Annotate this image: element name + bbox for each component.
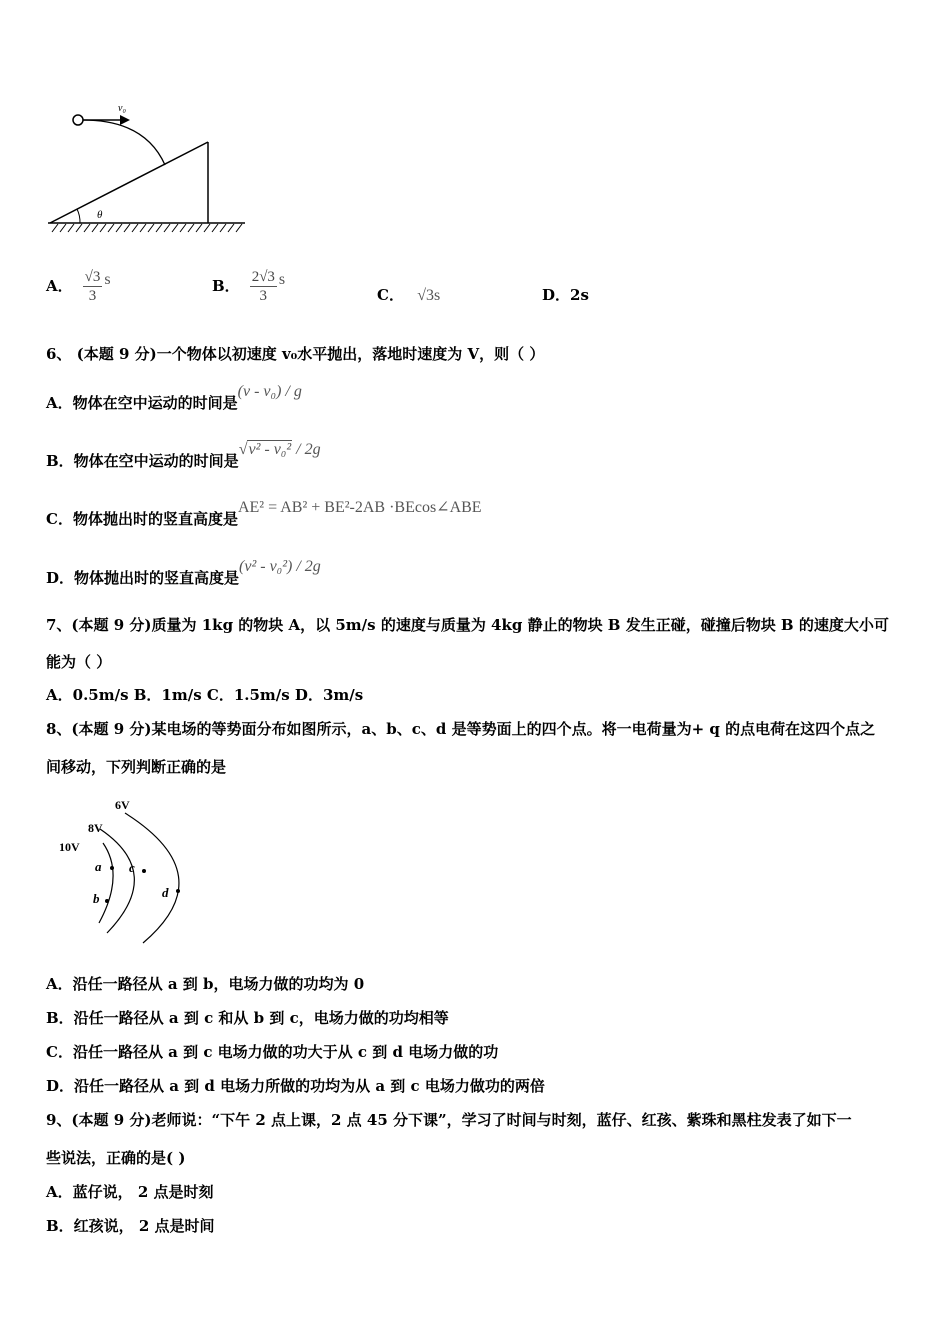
q5-option-a-numerator: √3: [84, 268, 101, 285]
q6-option-b-text: B．物体在空中运动的时间是: [46, 452, 239, 470]
q6-stem: 6、 (本题 9 分)一个物体以初速度 v₀水平抛出，落地时速度为 V，则（ ）: [46, 345, 545, 363]
projectile-incline-figure: [40, 95, 255, 240]
angle-arc: [77, 209, 80, 223]
q6-option-d-text: D．物体抛出时的竖直高度是: [46, 569, 240, 587]
point-c-label: c: [129, 860, 135, 875]
q7-stem-line2: 能为（ ）: [46, 653, 112, 671]
q5-option-b-numerator: 2√3: [251, 268, 275, 285]
point-d: [176, 889, 180, 893]
q9-stem-line2: 些说法，正确的是( ): [46, 1149, 186, 1167]
point-b: [105, 899, 109, 903]
velocity-arrowhead: [120, 115, 130, 125]
q5-option-a-label: A．: [46, 277, 73, 295]
q7-options: A．0.5m/s B．1m/s C．1.5m/s D．3m/s: [46, 686, 364, 704]
q6-option-d-math: (v² - v₀²) / 2g: [239, 558, 321, 575]
point-a-label: a: [95, 859, 102, 874]
q5-option-d-value: 2s: [570, 286, 589, 304]
q5-option-a-unit: s: [104, 271, 111, 288]
q5-option-d-label: D．: [542, 286, 571, 304]
q6-option-d: [46, 557, 321, 587]
equipotential-10v: [99, 843, 113, 923]
q6-option-a-math: (v - v₀) / g: [237, 383, 302, 400]
q5-option-c-value: √3s: [417, 287, 441, 304]
q8-option-d: D．沿任一路径从 a 到 d 电场力所做的功均为从 a 到 c 电场力做功的两倍: [46, 1077, 545, 1095]
q5-option-a: [46, 264, 111, 308]
trajectory-curve: [83, 120, 165, 165]
q6-option-b: [46, 440, 321, 470]
label-8v: 8V: [88, 821, 103, 835]
q5-option-b: [212, 264, 285, 308]
label-10v: 10V: [59, 840, 80, 854]
q6-option-c-math: AE² = AB² + BE²-2AB ·BEcos∠ABE: [237, 499, 482, 516]
q9-option-b: B．红孩说， 2 点是时间: [46, 1217, 215, 1235]
q9-stem-line1: 9、(本题 9 分)老师说：“下午 2 点上课，2 点 45 分下课”，学习了时间与时刻，蓝仔、红孩、紫珠和黑柱发表了如下一: [46, 1111, 852, 1129]
q8-stem-line1: 8、(本题 9 分)某电场的等势面分布如图所示，a、b、c、d 是等势面上的四个点。将一电荷量为+ q 的点电荷在这四个点之: [46, 720, 876, 738]
angle-label: θ: [97, 209, 103, 221]
q8-option-a: A．沿任一路径从 a 到 b，电场力做的功均为 0: [46, 975, 365, 993]
label-6v: 6V: [115, 798, 130, 812]
q6-option-a-text: A．物体在空中运动的时间是: [46, 394, 238, 412]
point-a: [110, 866, 114, 870]
q6-option-c: [46, 498, 482, 528]
q7-stem-line1: 7、(本题 9 分)质量为 1kg 的物块 A，以 5m/s 的速度与质量为 4kg 静止的物块 B 发生正碰，碰撞后物块 B 的速度大小可: [46, 616, 889, 634]
velocity-label: v₀: [118, 103, 126, 114]
q8-stem-line2: 间移动，下列判断正确的是: [46, 758, 227, 776]
point-b-label: b: [93, 891, 100, 906]
q6-option-a: [46, 382, 302, 412]
q5-option-a-fraction: [83, 268, 103, 305]
q6-option-b-math: √v² - v₀² / 2g: [238, 441, 321, 458]
q5-option-b-fraction: [250, 268, 277, 305]
equipotential-6v: [125, 813, 179, 943]
q5-option-c: [377, 286, 440, 305]
q6-option-c-text: C．物体抛出时的竖直高度是: [46, 510, 238, 528]
q5-option-b-denominator: 3: [259, 287, 268, 304]
projectile-ball: [73, 115, 83, 125]
equipotential-8v: [100, 829, 134, 933]
q5-option-b-unit: s: [278, 271, 286, 288]
point-d-label: d: [162, 885, 169, 900]
q5-option-a-denominator: 3: [88, 287, 97, 304]
incline-surface: [50, 142, 208, 223]
q6-option-b-tail: / 2g: [292, 441, 321, 458]
q9-option-a: A．蓝仔说， 2 点是时刻: [46, 1183, 214, 1201]
q5-option-d: [542, 286, 589, 304]
equipotential-figure: [55, 795, 195, 950]
q8-option-b: B．沿任一路径从 a 到 c 和从 b 到 c，电场力做的功均相等: [46, 1009, 449, 1027]
q5-option-b-label: B．: [212, 277, 240, 295]
q8-option-c: C．沿任一路径从 a 到 c 电场力做的功大于从 c 到 d 电场力做的功: [46, 1043, 499, 1061]
point-c: [142, 869, 146, 873]
q5-option-c-label: C．: [377, 286, 404, 304]
ground-hatching: [52, 224, 242, 232]
q6-option-b-radicand: v² - v₀²: [248, 441, 292, 458]
